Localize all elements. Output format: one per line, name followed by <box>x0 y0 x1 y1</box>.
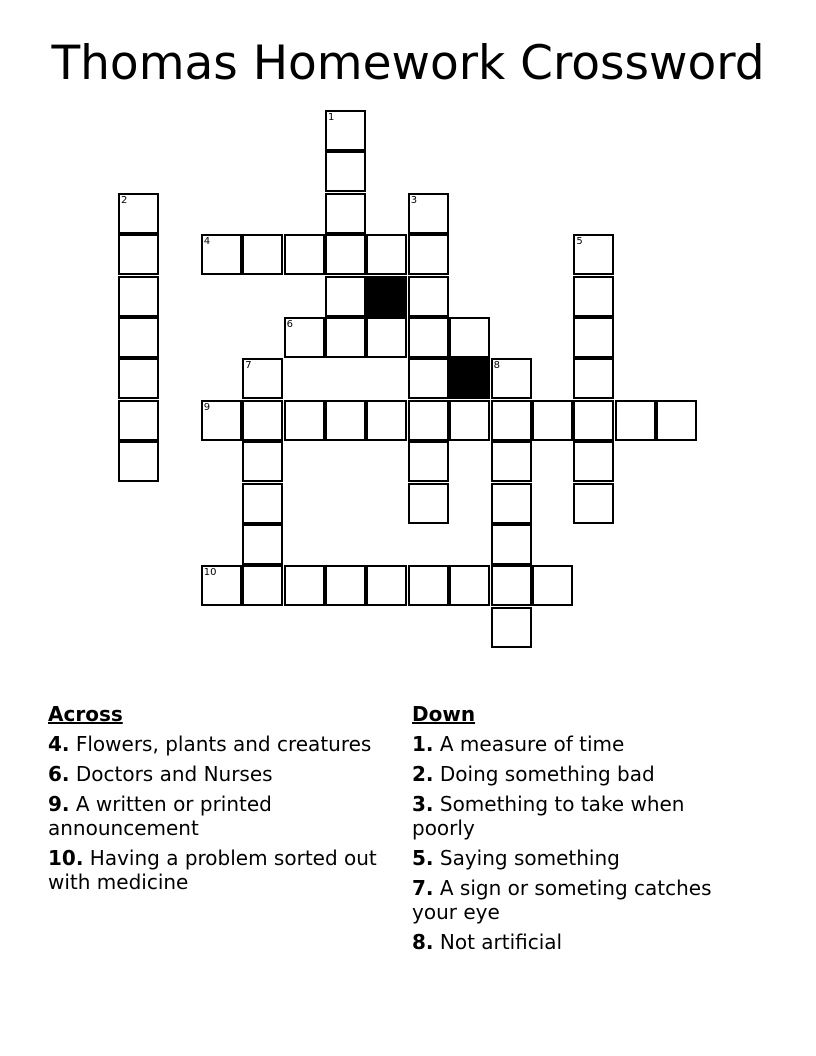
black-cell <box>366 276 407 317</box>
grid-cell[interactable] <box>118 276 159 317</box>
clue-number: 6 <box>286 319 293 330</box>
grid-cell[interactable] <box>201 234 242 275</box>
clue-number: 2 <box>121 194 128 206</box>
grid-cell[interactable] <box>284 400 325 441</box>
grid-cell[interactable] <box>656 400 697 441</box>
grid-cell[interactable] <box>408 565 449 606</box>
grid-cell[interactable] <box>118 441 159 482</box>
clue-across-10: 10. Having a problem sorted out with medicine <box>48 846 377 894</box>
black-cell <box>449 358 490 399</box>
grid-cell[interactable] <box>284 317 325 358</box>
down-clues <box>412 702 752 960</box>
down-heading: Down <box>412 702 476 726</box>
grid-cell[interactable] <box>118 234 159 275</box>
grid-cell[interactable] <box>449 400 490 441</box>
clue-across-9: 9. A written or printed announcement <box>48 792 272 840</box>
clue-number: 9 <box>203 401 211 413</box>
clue-down-1: 1. A measure of time <box>412 732 625 756</box>
grid-cell[interactable] <box>573 441 614 482</box>
grid-cell[interactable] <box>408 400 449 441</box>
grid-cell[interactable] <box>366 565 407 606</box>
clue-number: 1 <box>328 112 335 123</box>
clue-down-7: 7. A sign or someting catches your eye <box>412 876 712 924</box>
grid-cell[interactable] <box>118 400 159 441</box>
grid-cell[interactable] <box>491 358 532 399</box>
grid-cell[interactable] <box>325 193 366 234</box>
clue-number: 10 <box>203 567 217 579</box>
grid-cell[interactable] <box>573 483 614 524</box>
clue-down-5: 5. Saying something <box>412 846 620 870</box>
grid-cell[interactable] <box>284 565 325 606</box>
clue-down-8: 8. Not artificial <box>412 930 563 954</box>
grid-cell[interactable] <box>242 358 283 399</box>
grid-cell[interactable] <box>573 358 614 399</box>
across-clues <box>48 702 378 900</box>
grid-cell[interactable] <box>449 317 490 358</box>
puzzle-title: Thomas Homework Crossword <box>51 36 765 91</box>
grid-cell[interactable] <box>201 400 242 441</box>
grid-cell[interactable] <box>491 607 532 648</box>
grid-cell[interactable] <box>242 565 283 606</box>
grid-cell[interactable] <box>325 565 366 606</box>
grid-cell[interactable] <box>284 234 325 275</box>
grid-cell[interactable] <box>242 524 283 565</box>
grid-cell[interactable] <box>325 151 366 192</box>
grid-cell[interactable] <box>408 358 449 399</box>
clue-number: 3 <box>410 194 418 206</box>
grid-cell[interactable] <box>491 441 532 482</box>
grid-cell[interactable] <box>242 483 283 524</box>
grid-cell[interactable] <box>573 400 614 441</box>
clue-number: 5 <box>576 236 583 248</box>
grid-cell[interactable] <box>366 400 407 441</box>
grid-cell[interactable] <box>532 400 573 441</box>
grid-cell[interactable] <box>573 234 614 275</box>
grid-cell[interactable] <box>325 110 366 151</box>
grid-cell[interactable] <box>491 524 532 565</box>
across-heading: Across <box>48 702 123 726</box>
grid-cell[interactable] <box>408 483 449 524</box>
grid-cell[interactable] <box>408 193 449 234</box>
clue-across-4: 4. Flowers, plants and creatures <box>48 732 372 756</box>
grid-cell[interactable] <box>408 317 449 358</box>
grid-cell[interactable] <box>325 400 366 441</box>
grid-cell[interactable] <box>242 400 283 441</box>
clue-down-2: 2. Doing something bad <box>412 762 655 786</box>
grid-cell[interactable] <box>408 276 449 317</box>
grid-cell[interactable] <box>573 317 614 358</box>
grid-cell[interactable] <box>408 234 449 275</box>
grid-cell[interactable] <box>118 193 159 234</box>
clue-across-6: 6. Doctors and Nurses <box>48 762 273 786</box>
grid-cell[interactable] <box>366 234 407 275</box>
grid-cell[interactable] <box>491 400 532 441</box>
grid-cell[interactable] <box>449 565 490 606</box>
grid-cell[interactable] <box>325 234 366 275</box>
grid-cell[interactable] <box>491 483 532 524</box>
grid-cell[interactable] <box>532 565 573 606</box>
grid-cell[interactable] <box>118 358 159 399</box>
grid-cell[interactable] <box>573 276 614 317</box>
grid-cell[interactable] <box>615 400 656 441</box>
grid-cell[interactable] <box>201 565 242 606</box>
clue-number: 8 <box>493 360 500 372</box>
grid-cell[interactable] <box>325 276 366 317</box>
grid-cell[interactable] <box>366 317 407 358</box>
grid-cell[interactable] <box>242 234 283 275</box>
clue-down-3: 3. Something to take when poorly <box>412 792 685 840</box>
grid-cell[interactable] <box>118 317 159 358</box>
grid-cell[interactable] <box>325 317 366 358</box>
grid-cell[interactable] <box>491 565 532 606</box>
clue-number: 4 <box>203 236 211 248</box>
grid-cell[interactable] <box>408 441 449 482</box>
clue-number: 7 <box>245 360 252 372</box>
grid-cell[interactable] <box>242 441 283 482</box>
